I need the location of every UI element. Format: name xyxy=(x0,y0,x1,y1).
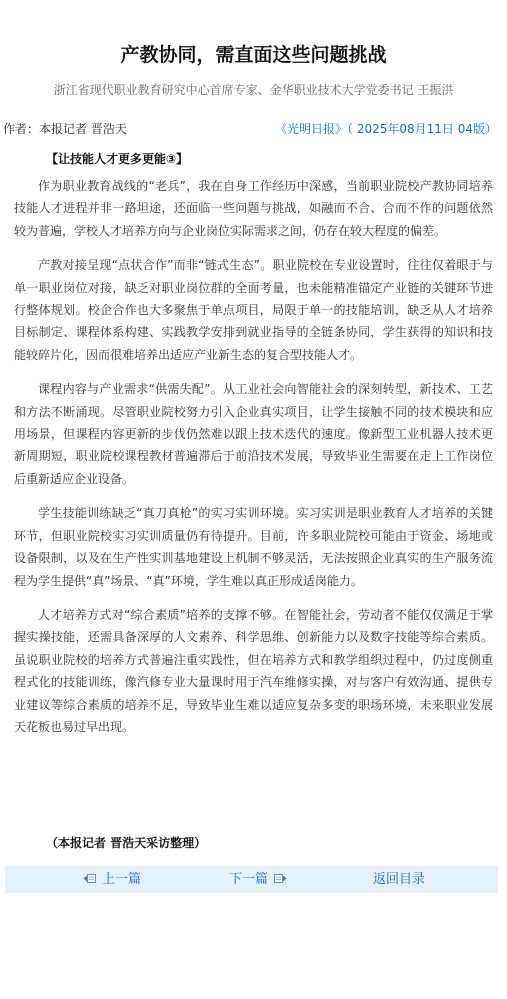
article-body xyxy=(14,175,493,750)
article-subtitle: 浙江省现代职业教育研究中心首席专家、金华职业技术大学党委书记 王振洪 xyxy=(53,83,454,97)
next-article-label: 下一篇 xyxy=(229,872,269,887)
article-closing: （本报记者 晋浩天采访整理） xyxy=(46,836,207,850)
article-meta xyxy=(3,119,503,139)
source-line xyxy=(275,119,497,139)
article-title: 产教协同，需直面这些问题挑战 xyxy=(120,44,387,66)
paragraph: 产教对接呈现“点状合作”而非“链式生态”。职业院校在专业设置时，往往仅着眼于与单一职业岗位对接，缺乏对职业岗位群的全面考量，也未能精准锚定产业链的关键环节进行整体规划。校企合作也大多聚焦于单点项目，局限于单一的技能培训，缺乏从人才培养目标制定、课程体系构建、实践教学安排到就业指导的全链条协同，学生获得的知识和技能较碎片化，因而很难培养出适应产业新生态的复合型技能人才。 xyxy=(14,258,493,362)
next-article-link[interactable] xyxy=(229,866,293,893)
section-heading: 【让技能人才更多更能③】 xyxy=(46,152,189,166)
prev-article-label: 上一篇 xyxy=(102,872,142,887)
prev-article-link[interactable] xyxy=(77,866,141,893)
next-page-icon xyxy=(274,873,287,884)
back-to-index-link[interactable]: 返回目录 xyxy=(373,872,426,887)
author-line: 作者：本报记者 晋浩天 xyxy=(3,122,127,136)
page-nav-bar xyxy=(5,866,498,893)
prev-page-icon xyxy=(83,873,96,884)
paragraph: 课程内容与产业需求“供需失配”。从工业社会向智能社会的深刻转型，新技术、工艺和方法不断涌现。尽管职业院校努力引入企业真实项目，让学生接触不同的技术模块和应用场景，但课程内容更新的步伐仍然难以跟上技术迭代的速度。像新型工业机器人技术更新周期短，职业院校课程教材普遍滞后于前沿技术发展，导致毕业生需要在走上工作岗位后重新适应企业设备。 xyxy=(14,382,493,486)
source-date: （ 2025年08月11日 04版） xyxy=(347,122,497,136)
paragraph: 人才培养方式对“综合素质”培养的支撑不够。在智能社会，劳动者不能仅仅满足于掌握实操技能，还需具备深厚的人文素养、科学思维、创新能力以及数字技能等综合素质。虽说职业院校的培养方式普遍注重实践性，但在培养方式和教学组织过程中，仍过度侧重程式化的技能训练，像汽修专业大量课时用于汽车维修实操，对与客户有效沟通、提供专业建议等综合素质的培养不足，导致毕业生难以适应复杂多变的职场环境，未来职业发展天花板也易过早出现。 xyxy=(14,607,493,734)
paragraph: 作为职业教育战线的“老兵”，我在自身工作经历中深感，当前职业院校产教协同培养技能人才进程并非一路坦途，还面临一些问题与挑战，如融而不合、合而不作的问题依然较为普遍，学校人才培养方向与企业岗位实际需求之间，仍存在较大程度的偏差。 xyxy=(14,179,493,238)
paragraph: 学生技能训练缺乏“真刀真枪”的实习实训环境。实习实训是职业教育人才培养的关键环节，但职业院校实习实训质量仍有待提升。目前，许多职业院校可能由于资金、场地或设备限制，以及在生产性实训基地建设上机制不够灵活，无法按照企业真实的生产服务流程为学生提供“真”场景、“真”环境，学生难以真正形成适岗能力。 xyxy=(14,506,493,588)
source-name-link[interactable]: 《光明日报》 xyxy=(275,122,348,136)
